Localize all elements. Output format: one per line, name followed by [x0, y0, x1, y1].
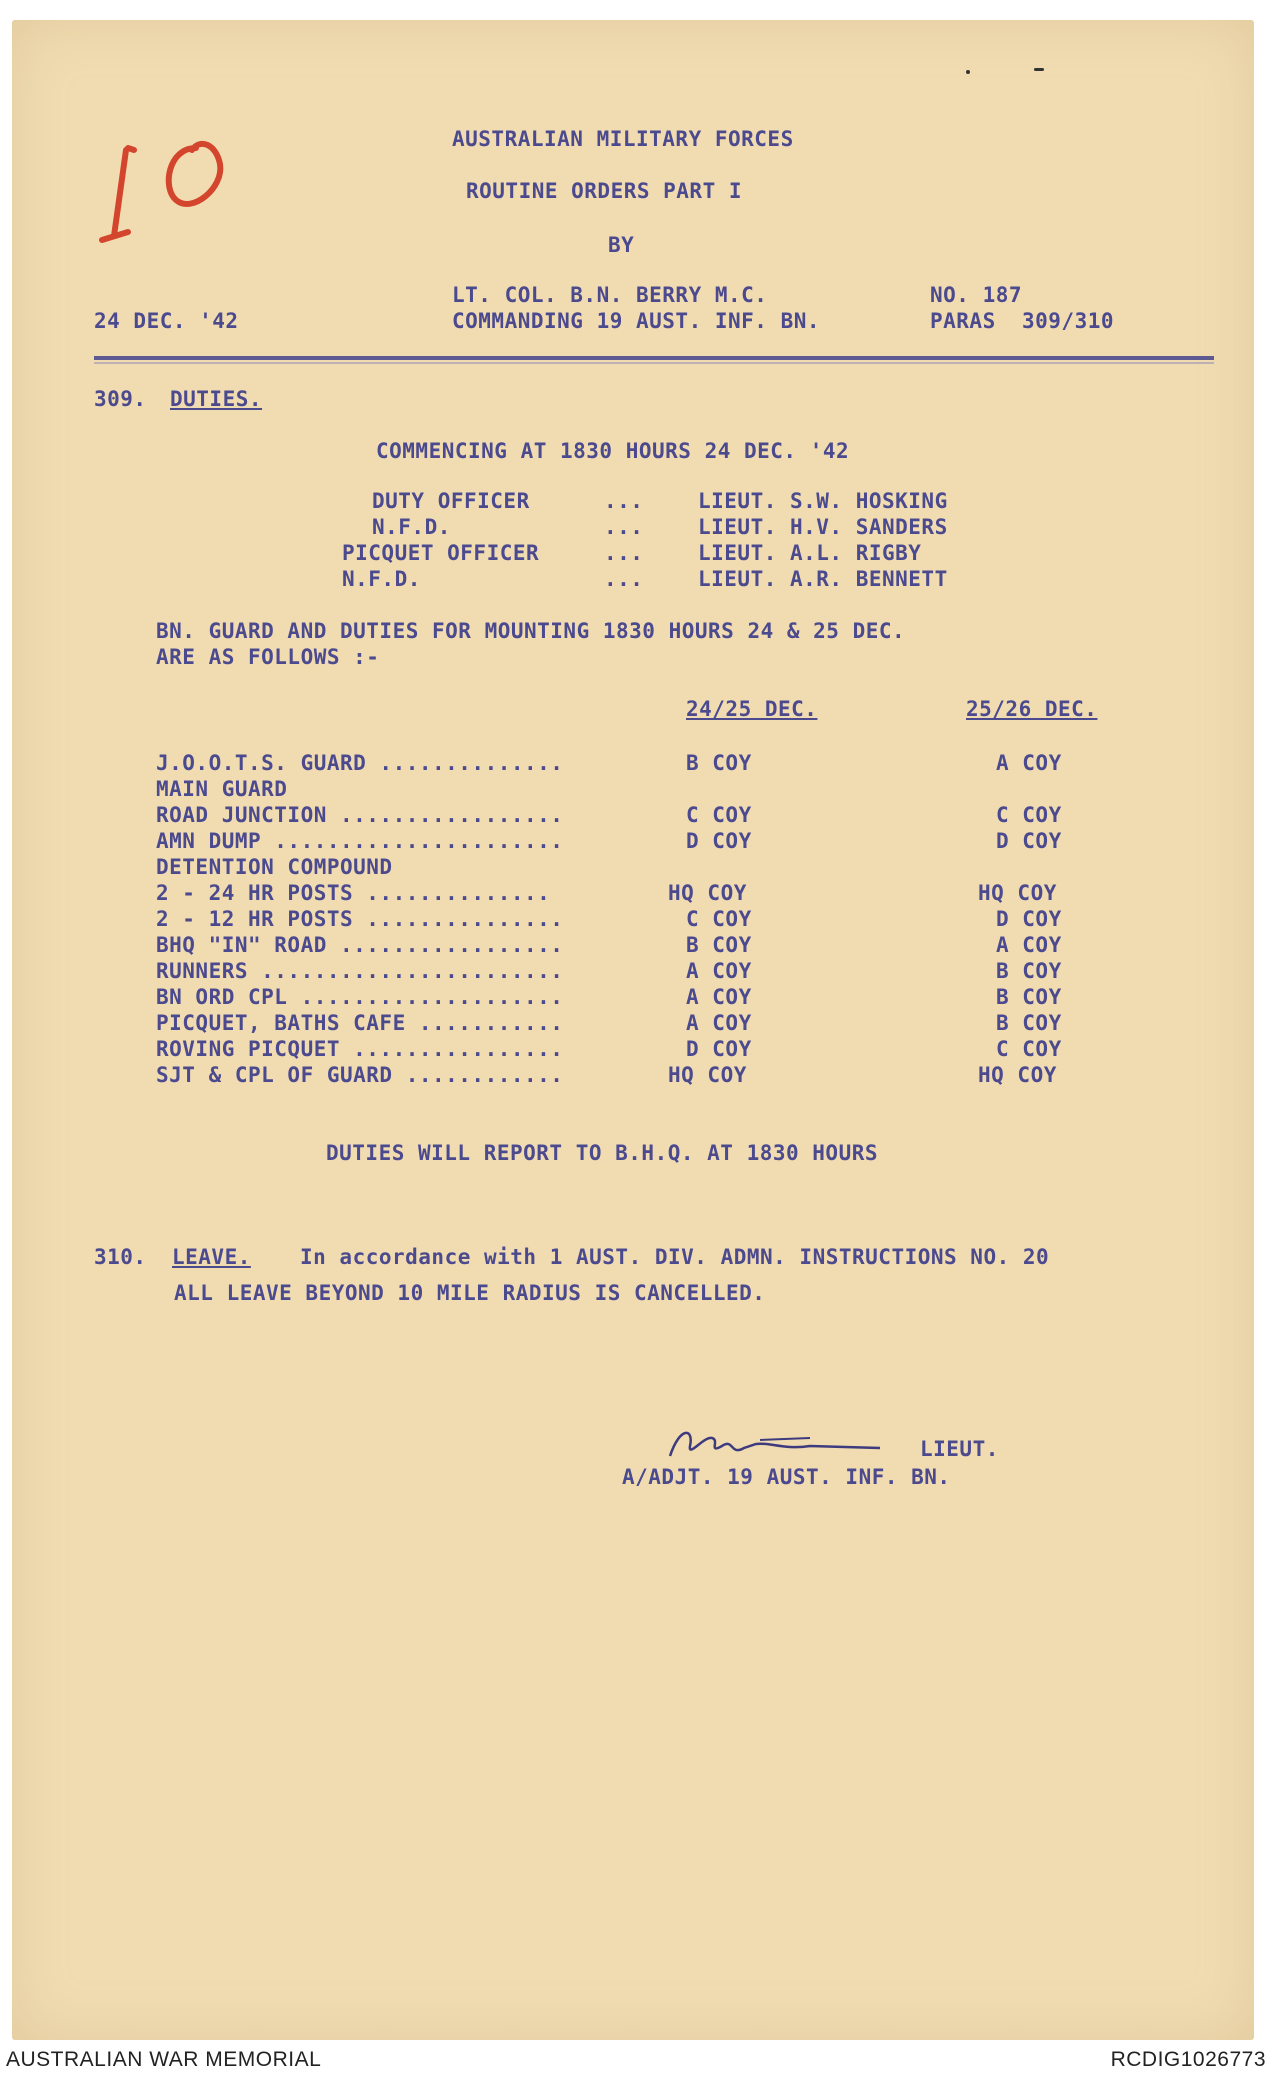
- section-310-heading: LEAVE.: [172, 1245, 251, 1269]
- duty-row-label: DETENTION COMPOUND: [156, 855, 393, 879]
- duty-row-24-25: A COY: [686, 985, 752, 1009]
- duty-row-24-25: A COY: [686, 1011, 752, 1035]
- leave-text-line2: ALL LEAVE BEYOND 10 MILE RADIUS IS CANCELLED.: [174, 1281, 766, 1305]
- duties-intro-line2: ARE AS FOLLOWS :-: [156, 645, 380, 669]
- officer-role: N.F.D.: [342, 567, 421, 591]
- duty-row-24-25: C COY: [686, 803, 752, 827]
- duty-row-label: 2 - 12 HR POSTS ...............: [156, 907, 564, 931]
- section-310-number: 310.: [94, 1245, 147, 1269]
- duty-row-label: ROVING PICQUET ................: [156, 1037, 564, 1061]
- officer-name: LIEUT. H.V. SANDERS: [698, 515, 948, 539]
- duty-row-25-26: D COY: [996, 907, 1062, 931]
- duty-row-25-26: C COY: [996, 803, 1062, 827]
- duties-intro-line1: BN. GUARD AND DUTIES FOR MOUNTING 1830 HOURS 24 & 25 DEC.: [156, 619, 906, 643]
- header-order-number: NO. 187: [930, 283, 1023, 307]
- officer-sep: ...: [604, 567, 644, 591]
- duty-row-label: RUNNERS .......................: [156, 959, 564, 983]
- header-commander: LT. COL. B.N. BERRY M.C.: [452, 283, 768, 307]
- duty-row-label: ROAD JUNCTION .................: [156, 803, 564, 827]
- column-header-24-25: 24/25 DEC.: [686, 697, 818, 721]
- header-routine-orders: ROUTINE ORDERS PART I: [466, 179, 743, 203]
- signature-rank: LIEUT.: [920, 1437, 999, 1461]
- report-line: DUTIES WILL REPORT TO B.H.Q. AT 1830 HOURS: [326, 1141, 879, 1165]
- duty-row-24-25: D COY: [686, 829, 752, 853]
- ink-speck: [966, 70, 970, 74]
- duty-row-label: PICQUET, BATHS CAFE ...........: [156, 1011, 564, 1035]
- footer-id: RCDIG1026773: [1110, 2048, 1266, 2071]
- header-divider: [94, 356, 1214, 360]
- duty-row-label: 2 - 24 HR POSTS ..............: [156, 881, 551, 905]
- duty-row-24-25: C COY: [686, 907, 752, 931]
- officer-role: PICQUET OFFICER: [342, 541, 540, 565]
- duty-row-label: BHQ "IN" ROAD .................: [156, 933, 564, 957]
- signature-title: A/ADJT. 19 AUST. INF. BN.: [622, 1465, 951, 1489]
- header-divider-shadow: [94, 362, 1214, 364]
- duty-row-label: SJT & CPL OF GUARD ............: [156, 1063, 564, 1087]
- duty-row-25-26: B COY: [996, 985, 1062, 1009]
- officer-name: LIEUT. A.R. BENNETT: [698, 567, 948, 591]
- pencil-annotation-mark: [88, 128, 248, 248]
- section-309-heading: DUTIES.: [170, 387, 263, 411]
- duty-row-label: J.O.O.T.S. GUARD ..............: [156, 751, 564, 775]
- duty-row-24-25: B COY: [686, 751, 752, 775]
- duty-row-25-26: D COY: [996, 829, 1062, 853]
- header-forces: AUSTRALIAN MILITARY FORCES: [452, 127, 794, 151]
- officer-name: LIEUT. A.L. RIGBY: [698, 541, 922, 565]
- officer-sep: ...: [604, 541, 644, 565]
- duty-row-label: MAIN GUARD: [156, 777, 288, 801]
- column-header-25-26: 25/26 DEC.: [966, 697, 1098, 721]
- header-paras: PARAS 309/310: [930, 309, 1115, 333]
- duty-row-24-25: B COY: [686, 933, 752, 957]
- duty-row-24-25: HQ COY: [668, 881, 747, 905]
- duty-row-label: AMN DUMP ......................: [156, 829, 564, 853]
- leave-text-line1: In accordance with 1 AUST. DIV. ADMN. INSTRUCTIONS NO. 20: [300, 1245, 1050, 1269]
- officer-sep: ...: [604, 489, 644, 513]
- duty-row-25-26: HQ COY: [978, 881, 1057, 905]
- duty-row-25-26: HQ COY: [978, 1063, 1057, 1087]
- duty-row-25-26: A COY: [996, 751, 1062, 775]
- duty-row-24-25: HQ COY: [668, 1063, 747, 1087]
- duty-row-25-26: C COY: [996, 1037, 1062, 1061]
- officer-role: DUTY OFFICER: [372, 489, 530, 513]
- duty-row-24-25: A COY: [686, 959, 752, 983]
- duty-row-25-26: B COY: [996, 959, 1062, 983]
- header-date: 24 DEC. '42: [94, 309, 239, 333]
- header-commanding: COMMANDING 19 AUST. INF. BN.: [452, 309, 821, 333]
- commencing-line: COMMENCING AT 1830 HOURS 24 DEC. '42: [376, 439, 850, 463]
- officer-sep: ...: [604, 515, 644, 539]
- duty-row-label: BN ORD CPL ....................: [156, 985, 564, 1009]
- officer-name: LIEUT. S.W. HOSKING: [698, 489, 948, 513]
- officer-role: N.F.D.: [372, 515, 451, 539]
- duty-row-25-26: B COY: [996, 1011, 1062, 1035]
- duty-row-24-25: D COY: [686, 1037, 752, 1061]
- footer-source: AUSTRALIAN WAR MEMORIAL: [6, 2048, 322, 2071]
- header-by: BY: [608, 233, 635, 257]
- duty-row-25-26: A COY: [996, 933, 1062, 957]
- ink-speck: [1034, 68, 1044, 71]
- section-309-number: 309.: [94, 387, 147, 411]
